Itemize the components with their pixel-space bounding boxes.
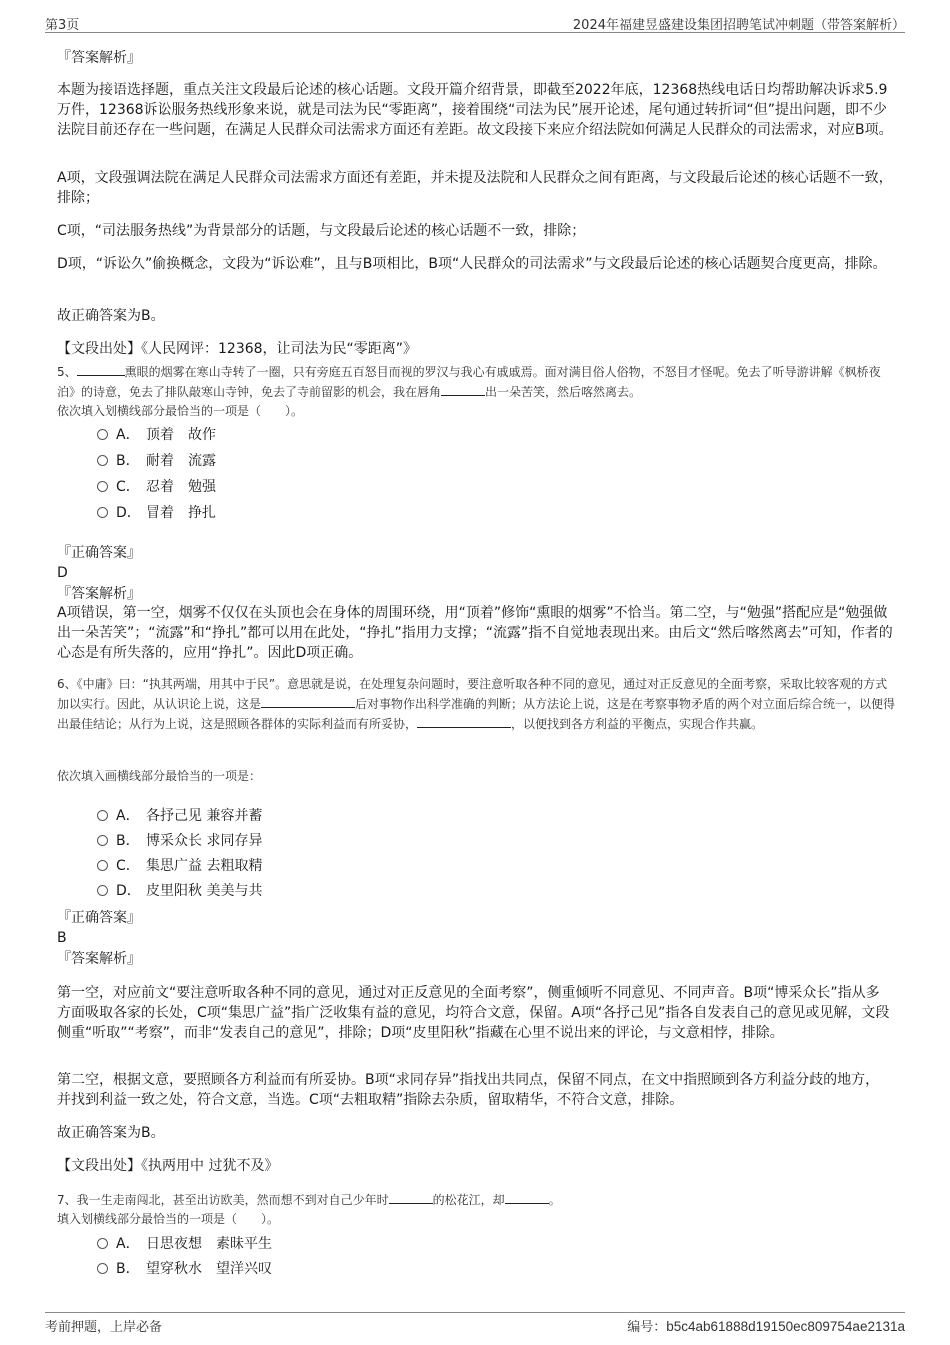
- q6-blank-1: [261, 694, 355, 708]
- radio-icon[interactable]: [97, 860, 108, 871]
- document-code-value: b5c4ab61888d19150ec809754ae2131a: [666, 1319, 905, 1334]
- q6-analysis-p1: 第一空，对应前文“要注意听取各种不同的意见，通过对正反意见的全面考察”，侧重倾听不同意见、不同声音。B项“博采众长”指从多方面吸取各家的长处，C项“集思广益”指广泛收集有益的意见，均符合文意，保留。A项“各抒己见”指各自发表自己的意见或见解，文段侧重“听取”“考察”，而非“发表自己的意见”，排除；D项“皮里阳秋”指藏在心里不说出来的评论，与文意相悖，排除。: [57, 985, 890, 1041]
- footer-slogan: 考前押题，上岸必备: [45, 1320, 163, 1335]
- radio-icon[interactable]: [97, 507, 108, 518]
- radio-icon[interactable]: [97, 1263, 108, 1274]
- q6-stem-end: ，以便找到各方利益的平衡点，实现合作共赢。: [511, 717, 764, 731]
- q5-number: 5、: [57, 365, 77, 379]
- option-text: 日思夜想 素昧平生: [146, 1236, 272, 1252]
- option-text: 顶着 故作: [146, 427, 216, 443]
- option-letter: D．: [116, 505, 141, 521]
- q5-stem-end: 出一朵苦笑，然后喀然离去。: [485, 385, 642, 399]
- document-title: 2024年福建昱盛建设集团招聘笔试冲刺题（带答案解析）: [572, 18, 905, 33]
- q5-option-d[interactable]: [97, 503, 216, 523]
- option-letter: C．: [116, 858, 140, 874]
- option-letter: C．: [116, 479, 140, 495]
- q6-source: 【文段出处】《执两用中 过犹不及》: [57, 1158, 279, 1174]
- option-letter: B．: [116, 833, 140, 849]
- q5-answer-title: 『正确答案』: [57, 545, 141, 561]
- radio-icon[interactable]: [97, 1238, 108, 1249]
- q4-analysis-title: 『答案解析』: [57, 50, 141, 66]
- q6-analysis-title: 『答案解析』: [57, 951, 141, 967]
- q6-option-b[interactable]: [97, 831, 262, 851]
- q5-blank-2: [441, 382, 485, 396]
- q4-conclusion: 故正确答案为B。: [57, 308, 165, 324]
- radio-icon[interactable]: [97, 885, 108, 896]
- q6-option-a[interactable]: [97, 806, 262, 826]
- option-text: 冒着 挣扎: [146, 505, 216, 521]
- option-text: 博采众长 求同存异: [146, 833, 263, 849]
- option-text: 忍着 勉强: [146, 479, 216, 495]
- q4-analysis-p3: C项，“司法服务热线”为背景部分的话题，与文段最后论述的核心话题不一致，排除；: [57, 223, 586, 239]
- q7-stem-end: 。: [548, 1193, 561, 1207]
- q7-stem-middle: 的松花江，却: [432, 1193, 505, 1207]
- q5-stem-text: 熏眼的烟雾在寒山寺转了一圈，只有旁庭五百怒目而视的罗汉与我心有戚戚焉。面对满目俗人俗物，不怒目才怪呢。免去了听导游讲解《枫桥夜泊》的诗意，免去了排队敲寒山寺钟，免去了寺前留影的机会，我在唇角: [57, 365, 881, 399]
- q6-answer-title: 『正确答案』: [57, 910, 141, 926]
- option-text: 各抒己见 兼容并蓄: [146, 808, 263, 824]
- q6-blank-2: [417, 714, 511, 728]
- q5-answer: D: [57, 565, 68, 581]
- option-letter: A．: [116, 427, 140, 443]
- radio-icon[interactable]: [97, 835, 108, 846]
- page-header: [45, 10, 905, 33]
- q5-instruction: 依次填入划横线部分最恰当的一项是（ ）。: [57, 404, 304, 418]
- option-letter: B．: [116, 1261, 140, 1277]
- q6-stem-text: 6、《中庸》曰：“执其两端，用其中于民”。意思就是说，在处理复杂问题时，要注意听取各种不同的意见，通过对正反意见的全面考察，采取比较客观的方式加以实行。因此，从认识论上说，这是: [57, 677, 888, 711]
- q7-stem-text: 7、我一生走南闯北，甚至出访欧美，然而想不到对自己少年时: [57, 1193, 389, 1207]
- q4-source: 【文段出处】《人民网评：12368，让司法为民“零距离”》: [57, 341, 418, 357]
- q6-stem-middle: 后对事物作出科学准确的判断；从方法论上说，这是在考察事物矛盾的两个对立面后综合统一，以便得出最佳结论；从行为上说，这是照顾各群体的实际利益而有所妥协，: [57, 697, 896, 731]
- q5-stem: [57, 362, 897, 402]
- page-number: 第3页: [45, 18, 80, 33]
- q5-analysis-title: 『答案解析』: [57, 586, 141, 602]
- option-text: 皮里阳秋 美美与共: [146, 883, 263, 899]
- q5-option-c[interactable]: [97, 477, 216, 497]
- q4-analysis-p1: 本题为接语选择题，重点关注文段最后论述的核心话题。文段开篇介绍背景，即截至2022年底，12368热线电话日均帮助解决诉求5.9万件，12368诉讼服务热线形象来说，就是司法为民“零距离”，接着围绕“司法为民”展开论述，尾句通过转折词“但”提出问题，即不少法院目前还存在一些问题，在满足人民群众司法需求方面还有差距。故文段接下来应介绍法院如何满足人民群众的司法需求，对应B项。: [57, 82, 893, 138]
- q7-blank-2: [505, 1190, 549, 1204]
- radio-icon[interactable]: [97, 455, 108, 466]
- option-text: 集思广益 去粗取精: [146, 858, 263, 874]
- page-footer: [45, 1312, 905, 1339]
- q6-conclusion: 故正确答案为B。: [57, 1125, 165, 1141]
- q7-stem: [57, 1190, 897, 1210]
- q6-stem: [57, 674, 897, 734]
- q4-analysis-p4: D项，“诉讼久”偷换概念，文段为“诉讼难”，且与B项相比，B项“人民群众的司法需求”与文段最后论述的核心话题契合度更高，排除。: [57, 256, 887, 272]
- radio-icon[interactable]: [97, 429, 108, 440]
- q7-blank-1: [389, 1190, 433, 1204]
- q6-option-c[interactable]: [97, 856, 262, 876]
- q7-instruction: 填入划横线部分最恰当的一项是（ ）。: [57, 1212, 280, 1226]
- q6-analysis-p2: 第二空，根据文意，要照顾各方利益而有所妥协。B项“求同存异”指找出共同点，保留不同点，在文中指照顾到各方利益分歧的地方，并找到利益一致之处，符合文意，当选。C项“去粗取精”指除去杂质，留取精华，不符合文意，排除。: [57, 1072, 880, 1108]
- option-letter: A．: [116, 808, 140, 824]
- option-text: 耐着 流露: [146, 453, 216, 469]
- q4-analysis-p2: A项，文段强调法院在满足人民群众司法需求方面还有差距，并未提及法院和人民群众之间有距离，与文段最后论述的核心话题不一致，排除；: [57, 170, 893, 206]
- q5-option-b[interactable]: [97, 451, 216, 471]
- option-letter: D．: [116, 883, 141, 899]
- q6-answer: B: [57, 930, 67, 946]
- option-text: 望穿秋水 望洋兴叹: [146, 1261, 272, 1277]
- radio-icon[interactable]: [97, 810, 108, 821]
- q7-option-a[interactable]: [97, 1234, 272, 1254]
- document-code-label: 编号：: [627, 1320, 667, 1335]
- q5-blank-1: [77, 362, 125, 376]
- document-code: [627, 1316, 905, 1335]
- q6-option-d[interactable]: [97, 881, 262, 901]
- q6-instruction: 依次填入画横线部分最恰当的一项是：: [57, 769, 262, 783]
- q7-option-b[interactable]: [97, 1259, 272, 1279]
- q5-analysis: A项错误，第一空，烟雾不仅仅在头顶也会在身体的周围环绕，用“顶着”修饰“熏眼的烟雾”不恰当。第二空，与“勉强”搭配应是“勉强做出一朵苦笑”；“流露”和“挣扎”都可以用在此处，“挣扎”指用力支撑；“流露”指不自觉地表现出来。由后文“然后喀然离去”可知，作者的心态是有所失落的，应用“挣扎”。因此D项正确。: [57, 605, 893, 661]
- option-letter: A．: [116, 1236, 140, 1252]
- q5-option-a[interactable]: [97, 425, 216, 445]
- option-letter: B．: [116, 453, 140, 469]
- radio-icon[interactable]: [97, 481, 108, 492]
